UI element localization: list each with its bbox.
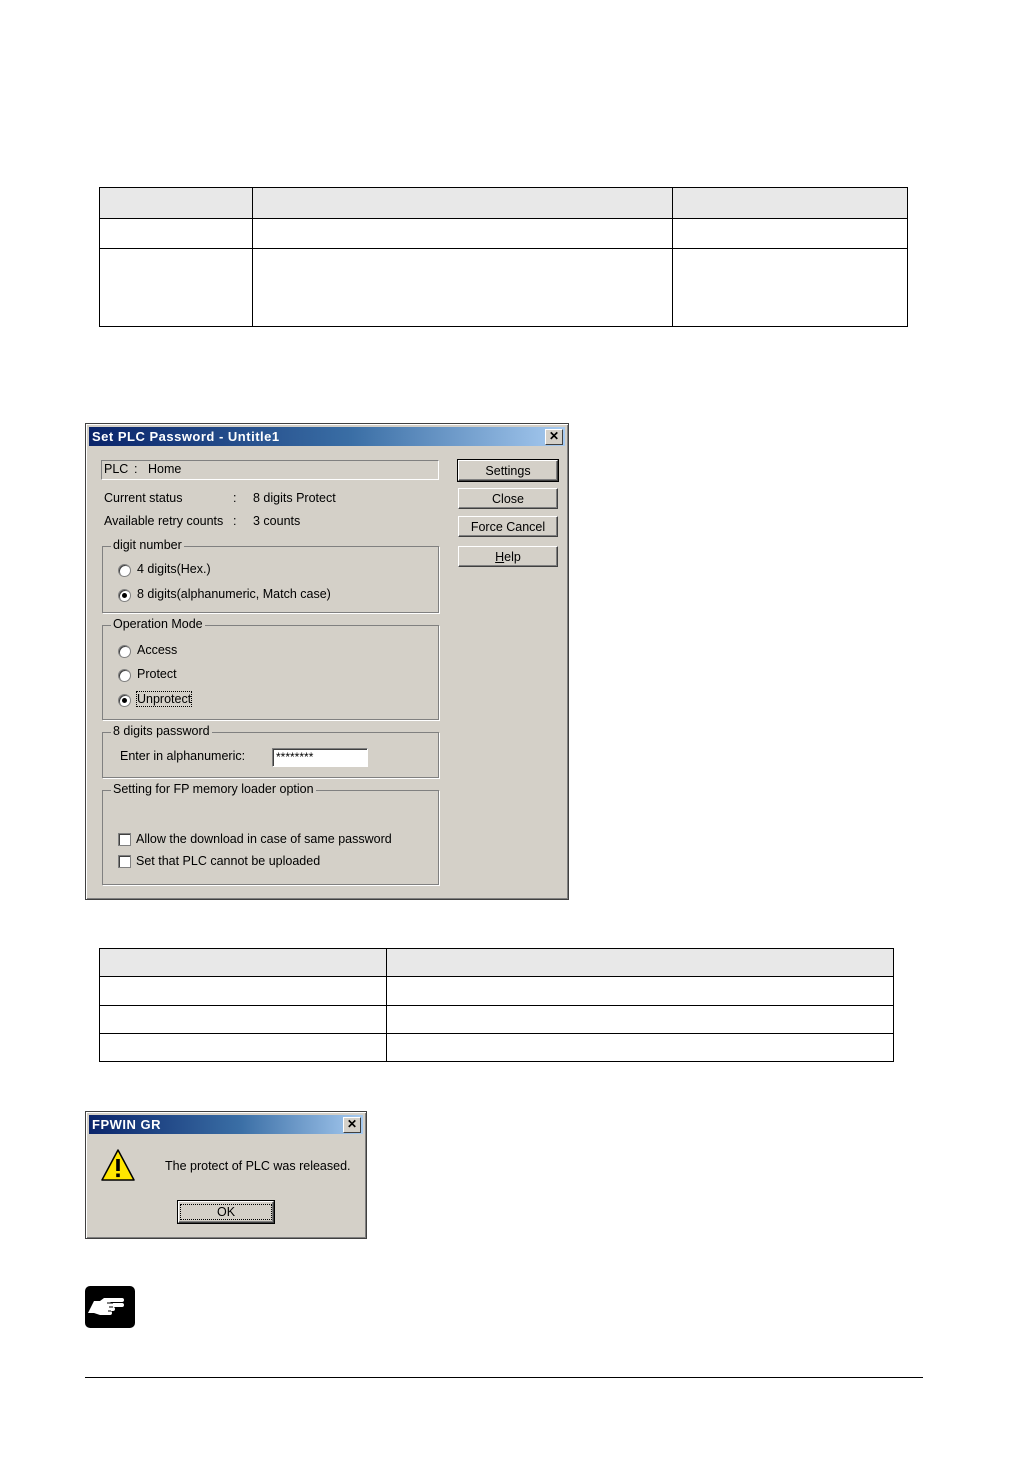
radio-unprotect-label[interactable]: Unprotect bbox=[137, 692, 192, 706]
dialog-titlebar[interactable] bbox=[89, 427, 565, 446]
table-cell bbox=[387, 977, 894, 1006]
radio-protect-label[interactable]: Protect bbox=[137, 667, 177, 681]
table-cell bbox=[253, 219, 673, 249]
settings-button[interactable]: Settings bbox=[458, 460, 558, 481]
table-cell bbox=[387, 1006, 894, 1034]
table-cell bbox=[253, 249, 673, 327]
radio-4-digits-label[interactable]: 4 digits(Hex.) bbox=[137, 562, 211, 576]
fp-memory-loader-group-label: Setting for FP memory loader option bbox=[113, 782, 314, 796]
table-cell bbox=[100, 949, 387, 977]
retry-counts-separator: : bbox=[233, 514, 237, 528]
footer-divider bbox=[85, 1377, 923, 1378]
table-cell bbox=[673, 219, 908, 249]
table-cell bbox=[673, 188, 908, 219]
no-upload-checkbox[interactable] bbox=[118, 855, 131, 868]
radio-protect[interactable] bbox=[118, 669, 131, 682]
pointing-hand-icon bbox=[85, 1286, 135, 1328]
table-cell bbox=[673, 249, 908, 327]
table-row bbox=[100, 977, 894, 1006]
fpwin-gr-message-dialog bbox=[85, 1111, 367, 1239]
password-field-label: Enter in alphanumeric: bbox=[120, 749, 246, 763]
message-titlebar[interactable] bbox=[89, 1115, 363, 1134]
ok-button-label: OK bbox=[181, 1205, 271, 1219]
table-cell bbox=[387, 949, 894, 977]
radio-8-digits-label[interactable]: 8 digits(alphanumeric, Match case) bbox=[137, 587, 331, 601]
fp-memory-loader-group bbox=[102, 782, 439, 885]
table-header-row bbox=[100, 949, 894, 977]
radio-4-digits[interactable] bbox=[118, 564, 131, 577]
radio-8-digits[interactable] bbox=[118, 589, 131, 602]
current-status-separator: : bbox=[233, 491, 237, 505]
no-upload-label[interactable]: Set that PLC cannot be uploaded bbox=[136, 854, 321, 868]
close-icon[interactable]: ✕ bbox=[343, 1117, 361, 1133]
close-icon[interactable]: ✕ bbox=[545, 429, 563, 445]
radio-unprotect[interactable] bbox=[118, 694, 131, 707]
digit-number-group-label: digit number bbox=[113, 538, 182, 552]
table-cell bbox=[100, 249, 253, 327]
dialog-title: Set PLC Password - Untitle1 bbox=[92, 429, 280, 444]
top-table bbox=[99, 187, 908, 327]
table-cell bbox=[100, 219, 253, 249]
operation-mode-group bbox=[102, 617, 439, 720]
ok-button[interactable] bbox=[178, 1201, 274, 1223]
table-cell bbox=[253, 188, 673, 219]
password-group bbox=[102, 724, 439, 778]
radio-access[interactable] bbox=[118, 645, 131, 658]
message-text: The protect of PLC was released. bbox=[165, 1159, 351, 1173]
plc-label: PLC bbox=[104, 462, 129, 476]
warning-icon bbox=[100, 1148, 136, 1182]
plc-info-box bbox=[101, 460, 439, 480]
help-button-label: elp bbox=[504, 550, 521, 564]
table-cell bbox=[100, 977, 387, 1006]
table-row bbox=[100, 219, 908, 249]
table-cell bbox=[387, 1034, 894, 1062]
help-button[interactable] bbox=[458, 546, 558, 567]
radio-access-label[interactable]: Access bbox=[137, 643, 178, 657]
set-plc-password-dialog bbox=[85, 423, 569, 900]
table-row bbox=[100, 249, 908, 327]
table-header-row bbox=[100, 188, 908, 219]
plc-separator: : bbox=[134, 462, 138, 476]
operation-mode-group-label: Operation Mode bbox=[113, 617, 203, 631]
current-status-value: 8 digits Protect bbox=[253, 491, 336, 505]
password-input[interactable]: ******** bbox=[272, 748, 368, 767]
retry-counts-value: 3 counts bbox=[253, 514, 301, 528]
help-button-mnemonic: H bbox=[495, 550, 505, 564]
allow-download-label[interactable]: Allow the download in case of same password bbox=[136, 832, 392, 846]
allow-download-checkbox[interactable] bbox=[118, 833, 131, 846]
middle-table bbox=[99, 948, 894, 1062]
table-cell bbox=[100, 1034, 387, 1062]
table-cell bbox=[100, 188, 253, 219]
force-cancel-button[interactable]: Force Cancel bbox=[458, 516, 558, 537]
close-button[interactable]: Close bbox=[458, 488, 558, 509]
current-status-label: Current status bbox=[104, 491, 183, 505]
table-cell bbox=[100, 1006, 387, 1034]
message-title: FPWIN GR bbox=[92, 1117, 161, 1132]
table-row bbox=[100, 1006, 894, 1034]
plc-value: Home bbox=[148, 462, 182, 476]
password-group-label: 8 digits password bbox=[113, 724, 210, 738]
retry-counts-label: Available retry counts bbox=[104, 514, 224, 528]
digit-number-group bbox=[102, 538, 439, 613]
table-row bbox=[100, 1034, 894, 1062]
